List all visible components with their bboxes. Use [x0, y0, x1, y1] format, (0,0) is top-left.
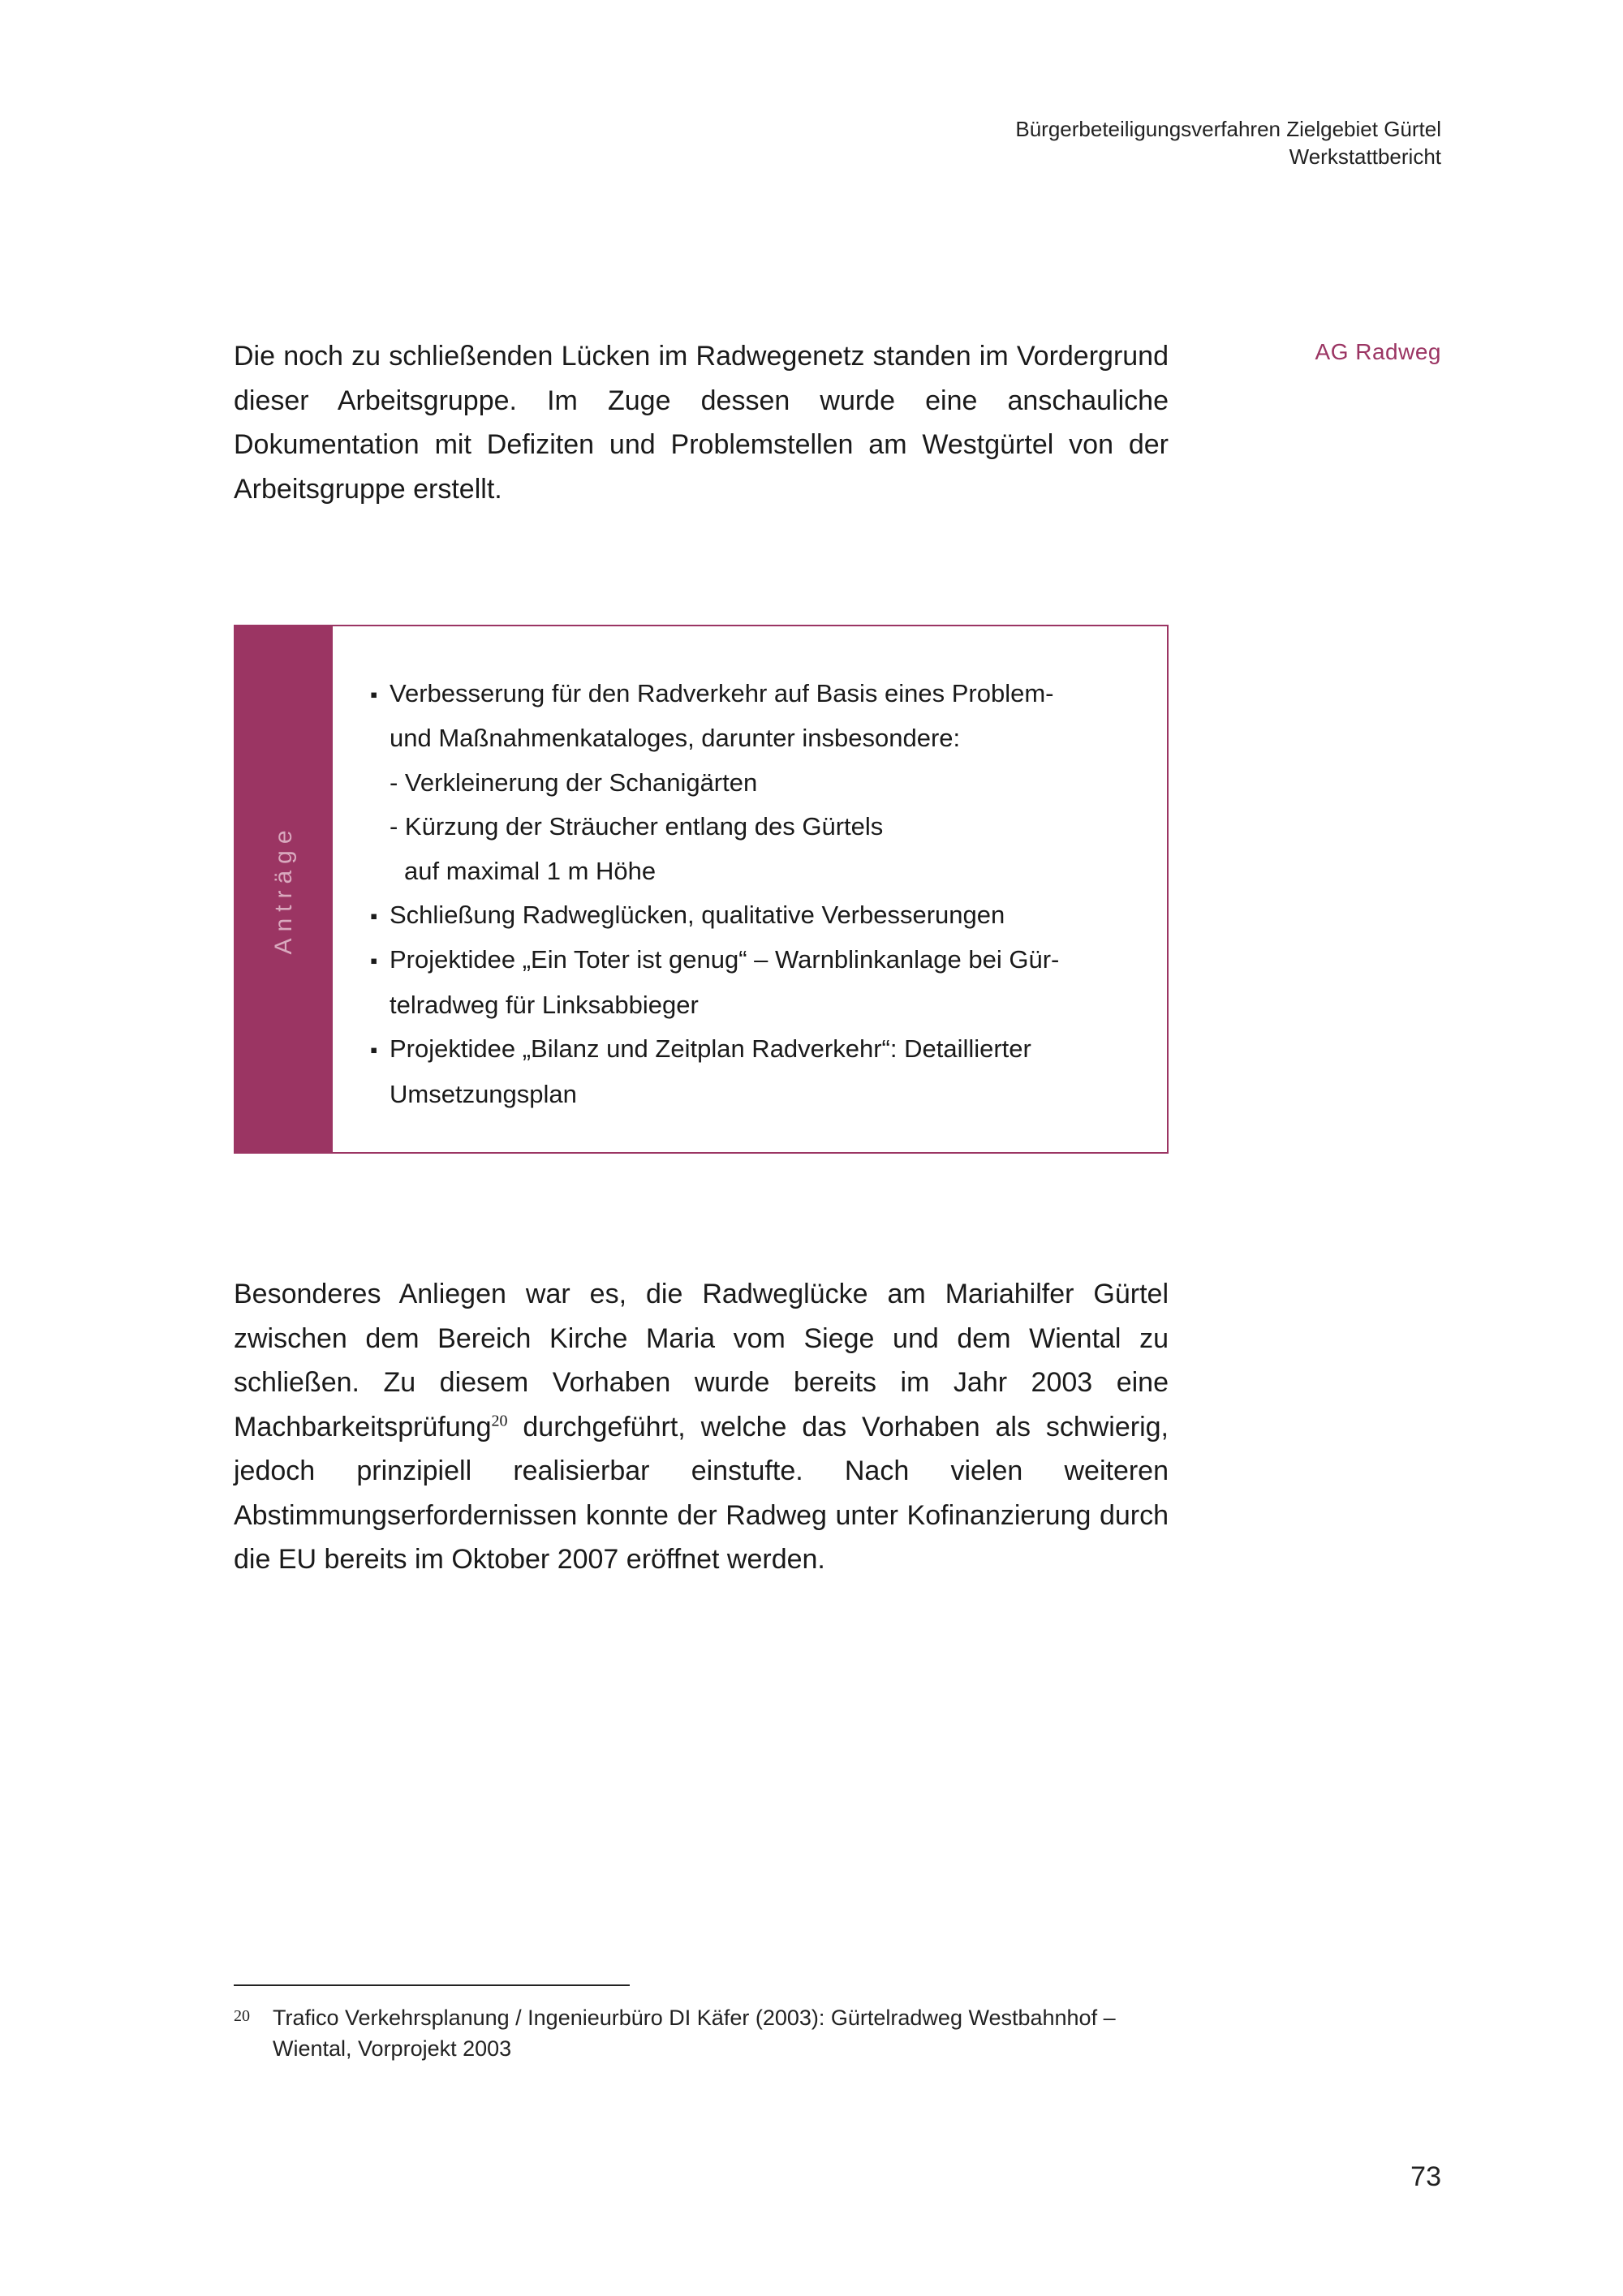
- list-item: ▪ Projektidee „Ein Toter ist genug“ – Warnblinkanlage bei Gür-: [370, 938, 1100, 982]
- antraege-list: [370, 672, 1100, 1116]
- list-subitem: - Kürzung der Sträucher entlang des Gürtels: [390, 812, 884, 841]
- list-item: ▪ Projektidee „Bilanz und Zeitplan Radverkehr“: Detaillierter: [370, 1027, 1100, 1072]
- footnote: [234, 2002, 1175, 2064]
- intro-paragraph-text: Die noch zu schließenden Lücken im Radwegenetz standen im Vordergrund dieser Arbeitsgruppe. Im Zuge dessen wurde eine anschauliche Dokumentation mit Defiziten und Problemstellen am Westgürtel von der Arbeitsgruppe erstellt.: [234, 341, 1169, 505]
- footnote-reference[interactable]: 20: [491, 1412, 508, 1430]
- list-item-continuation: telradweg für Linksabbieger: [390, 990, 699, 1019]
- main-paragraph-part2: durchgeführt, welche das Vorhaben als schwierig, jedoch prinzipiell realisierbar einstufte. Nach vielen weiteren Abstimmungserfordernissen konnte der Radweg unter Kofinanzierung durch die EU bereits im Oktober 2007 eröffnet werden.: [234, 1411, 1169, 1575]
- main-paragraph-part1: Besonderes Anliegen war es, die Radweglücke am Mariahilfer Gürtel zwischen dem Bereich Kirche Maria vom Siege und dem Wiental zu schließen. Zu diesem Vorhaben wurde bereits im Jahr 2003 eine Machbarkeitsprüfung: [234, 1279, 1169, 1443]
- list-item: ▪ Schließung Radweglücken, qualitative Verbesserungen: [370, 893, 1100, 938]
- list-item: ▪ Verbesserung für den Radverkehr auf Basis eines Problem-: [370, 672, 1100, 716]
- list-item-continuation: und Maßnahmenkataloges, darunter insbesondere:: [390, 724, 961, 753]
- list-item-continuation: Umsetzungsplan: [390, 1079, 577, 1108]
- footnote-divider: [234, 1984, 630, 1986]
- list-subitem: - Verkleinerung der Schanigärten: [390, 767, 758, 797]
- section-margin-label: AG Radweg: [1315, 339, 1441, 364]
- footnote-text: Trafico Verkehrsplanung / Ingenieurbüro DI Käfer (2003): Gürtelradweg Westbahnhof – Wiental, Vorprojekt 2003: [273, 2006, 1116, 2061]
- antraege-label: Anträge: [270, 823, 297, 955]
- running-header: [1015, 115, 1441, 170]
- list-item-continuation: auf maximal 1 m Höhe: [404, 856, 657, 885]
- page-number: 73: [1410, 2161, 1441, 2192]
- intro-paragraph: [234, 334, 1169, 511]
- footnote-number: 20: [234, 2007, 250, 2025]
- header-title: Bürgerbeteiligungsverfahren Zielgebiet Gürtel: [1015, 117, 1441, 141]
- antraege-band: [235, 626, 333, 1152]
- antraege-box: [234, 625, 1169, 1154]
- header-subtitle: Werkstattbericht: [1289, 144, 1441, 169]
- main-paragraph: [234, 1272, 1169, 1582]
- main-paragraph-text: [234, 1272, 1169, 1582]
